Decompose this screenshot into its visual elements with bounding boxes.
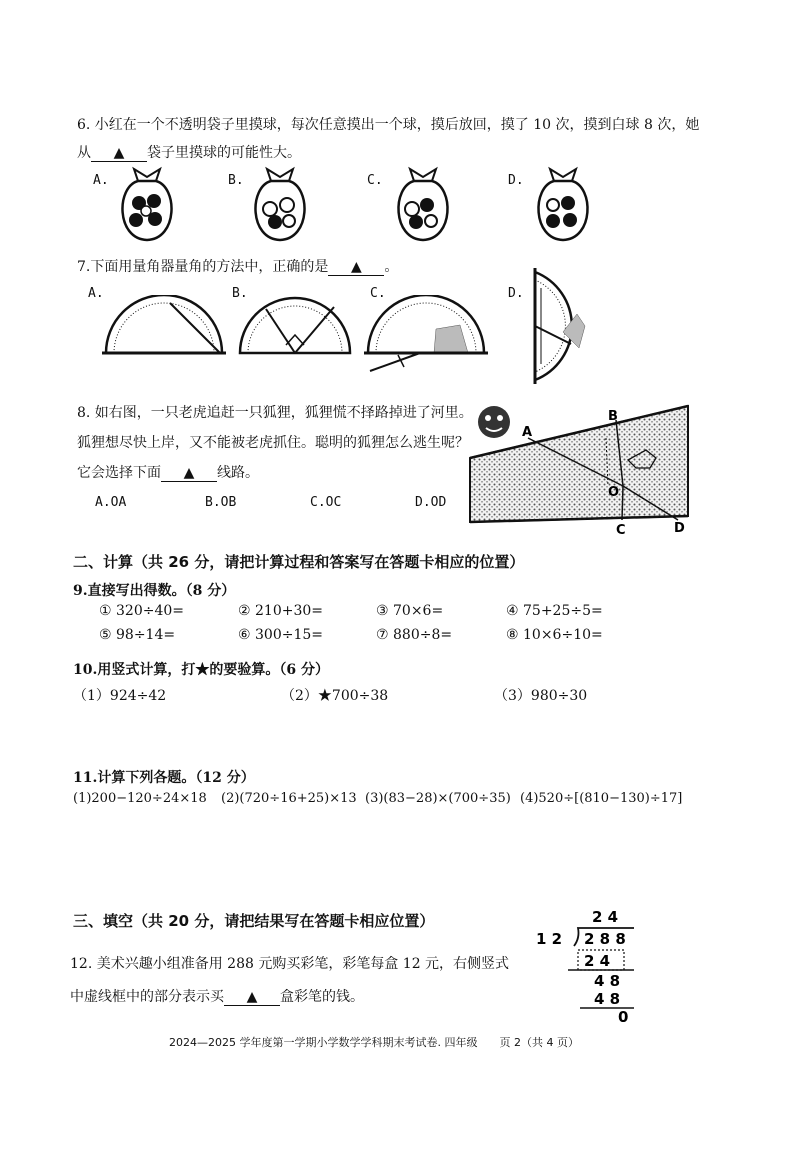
q10-item-3: （3）980÷30 [494, 688, 588, 704]
q6-option-c-label: C. [367, 173, 383, 188]
q9-item-num: ② [238, 603, 251, 619]
q12-line2-post: 盒彩笔的钱。 [280, 989, 364, 1005]
q9-item-expr: 10×6÷10= [523, 627, 603, 643]
q9-item [238, 603, 323, 619]
q8-option-c: C.OC [310, 495, 342, 510]
q9-item-num: ⑤ [99, 627, 112, 643]
q12-line2 [70, 986, 364, 1006]
bag-a-icon [112, 165, 182, 245]
q11-item-3: (3)(83−28)×(700÷35) [365, 791, 511, 806]
q7-stem [77, 256, 398, 276]
q8-line3-pre: 它会选择下面 [77, 465, 161, 481]
q6-blank: ▲ [91, 145, 147, 162]
q9-item [99, 627, 175, 643]
q9-item [99, 603, 184, 619]
q9-item-num: ④ [506, 603, 519, 619]
q10-item-2: （2）★700÷38 [281, 688, 389, 704]
q7-option-a-label: A. [88, 286, 104, 301]
q6-option-b-label: B. [228, 173, 244, 188]
q9-item-num: ⑦ [376, 627, 389, 643]
q12-line2-pre: 中虚线框中的部分表示买 [70, 989, 224, 1005]
label-c: C [616, 523, 626, 538]
q9-item [376, 603, 443, 619]
q9-item-expr: 300÷15= [255, 627, 324, 643]
q8-line3-post: 线路。 [217, 465, 259, 481]
division-step1: 2 4 [584, 952, 611, 970]
label-o: O [608, 485, 620, 500]
q8-line2: 狐狸想尽快上岸，又不能被老虎抓住。聪明的狐狸怎么逃生呢？ [77, 435, 469, 451]
q8-option-b: B.OB [205, 495, 237, 510]
bag-b-icon [245, 165, 315, 245]
q7-option-c-label: C. [370, 286, 386, 301]
q9-item [506, 627, 603, 643]
q12-line1: 12. 美术兴趣小组准备用 288 元购买彩笔，彩笔每盒 12 元，右侧竖式 [70, 956, 510, 972]
q7-stem-post: 。 [384, 259, 399, 275]
protractor-c-figure [364, 295, 490, 375]
division-dividend: 2 8 8 [584, 930, 626, 948]
q7-stem-pre: 7.下面用量角器量角的方法中，正确的是 [77, 259, 329, 275]
label-a: A [522, 425, 533, 440]
q9-item-num: ① [99, 603, 112, 619]
page-footer: 2024—2025 学年度第一学期小学数学学科期末考试卷. 四年级 页 2（共 4 页） [169, 1036, 579, 1049]
q8-option-d: D.OD [415, 495, 447, 510]
q9-item-expr: 98÷14= [116, 627, 176, 643]
q7-blank: ▲ [328, 259, 384, 276]
q10-title: 10.用竖式计算，打★的要验算。（6 分） [73, 662, 329, 678]
q11-item-2: (2)(720÷16+25)×13 [221, 791, 357, 806]
q6-option-d-label: D. [508, 173, 524, 188]
q9-item [238, 627, 323, 643]
label-b: B [608, 409, 618, 424]
division-divisor: 1 2 [536, 930, 563, 948]
q7-option-b-label: B. [232, 286, 248, 301]
q10-item-1: （1）924÷42 [73, 688, 167, 704]
q9-item-expr: 210+30= [255, 603, 324, 619]
q9-item-expr: 75+25÷5= [523, 603, 603, 619]
q9-item [506, 603, 603, 619]
protractor-d-figure [527, 268, 597, 386]
q7-option-d-label: D. [508, 286, 524, 301]
tiger-icon [478, 406, 510, 438]
section2-title: 二、计算（共 26 分，请把计算过程和答案写在答题卡相应的位置） [73, 553, 525, 571]
protractor-a-figure [100, 295, 230, 360]
q11-item-4: (4)520÷[(810−130)÷17] [520, 791, 683, 806]
q6-line2-post: 袋子里摸球的可能性大。 [147, 145, 301, 161]
q8-line1: 8. 如右图，一只老虎追赶一只狐狸，狐狸慌不择路掉进了河里。 [77, 405, 473, 421]
q9-item [376, 627, 452, 643]
q9-item-expr: 70×6= [393, 603, 444, 619]
river-figure [468, 398, 690, 538]
q6-line2 [77, 142, 301, 162]
q6-line1: 6. 小红在一个不透明袋子里摸球，每次任意摸出一个球，摸后放回，摸了 10 次，摸到白球 8 次，她 [77, 117, 700, 133]
q12-blank: ▲ [224, 989, 280, 1006]
q11-item-1: (1)200−120÷24×18 [73, 791, 207, 806]
q9-item-num: ⑥ [238, 627, 251, 643]
q11-title: 11.计算下列各题。（12 分） [73, 770, 255, 786]
q6-line2-pre: 从 [77, 145, 91, 161]
division-quotient: 2 4 [592, 908, 619, 926]
q8-line3 [77, 462, 259, 482]
q9-item-num: ③ [376, 603, 389, 619]
section3-title: 三、填空（共 20 分，请把结果写在答题卡相应位置） [73, 912, 435, 930]
q8-blank: ▲ [161, 465, 217, 482]
protractor-b-figure [236, 295, 354, 360]
label-d: D [674, 521, 685, 536]
q9-item-expr: 880÷8= [393, 627, 453, 643]
division-step2: 4 8 [594, 972, 621, 990]
q9-title: 9.直接写出得数。（8 分） [73, 583, 236, 599]
bag-d-icon [528, 165, 598, 245]
division-remainder: 0 [618, 1008, 629, 1026]
q6-option-a-label: A. [93, 173, 109, 188]
division-step3: 4 8 [594, 990, 621, 1008]
long-division-figure [530, 908, 640, 1026]
bag-c-icon [388, 165, 458, 245]
q8-option-a: A.OA [95, 495, 127, 510]
q9-item-num: ⑧ [506, 627, 519, 643]
q9-item-expr: 320÷40= [116, 603, 185, 619]
